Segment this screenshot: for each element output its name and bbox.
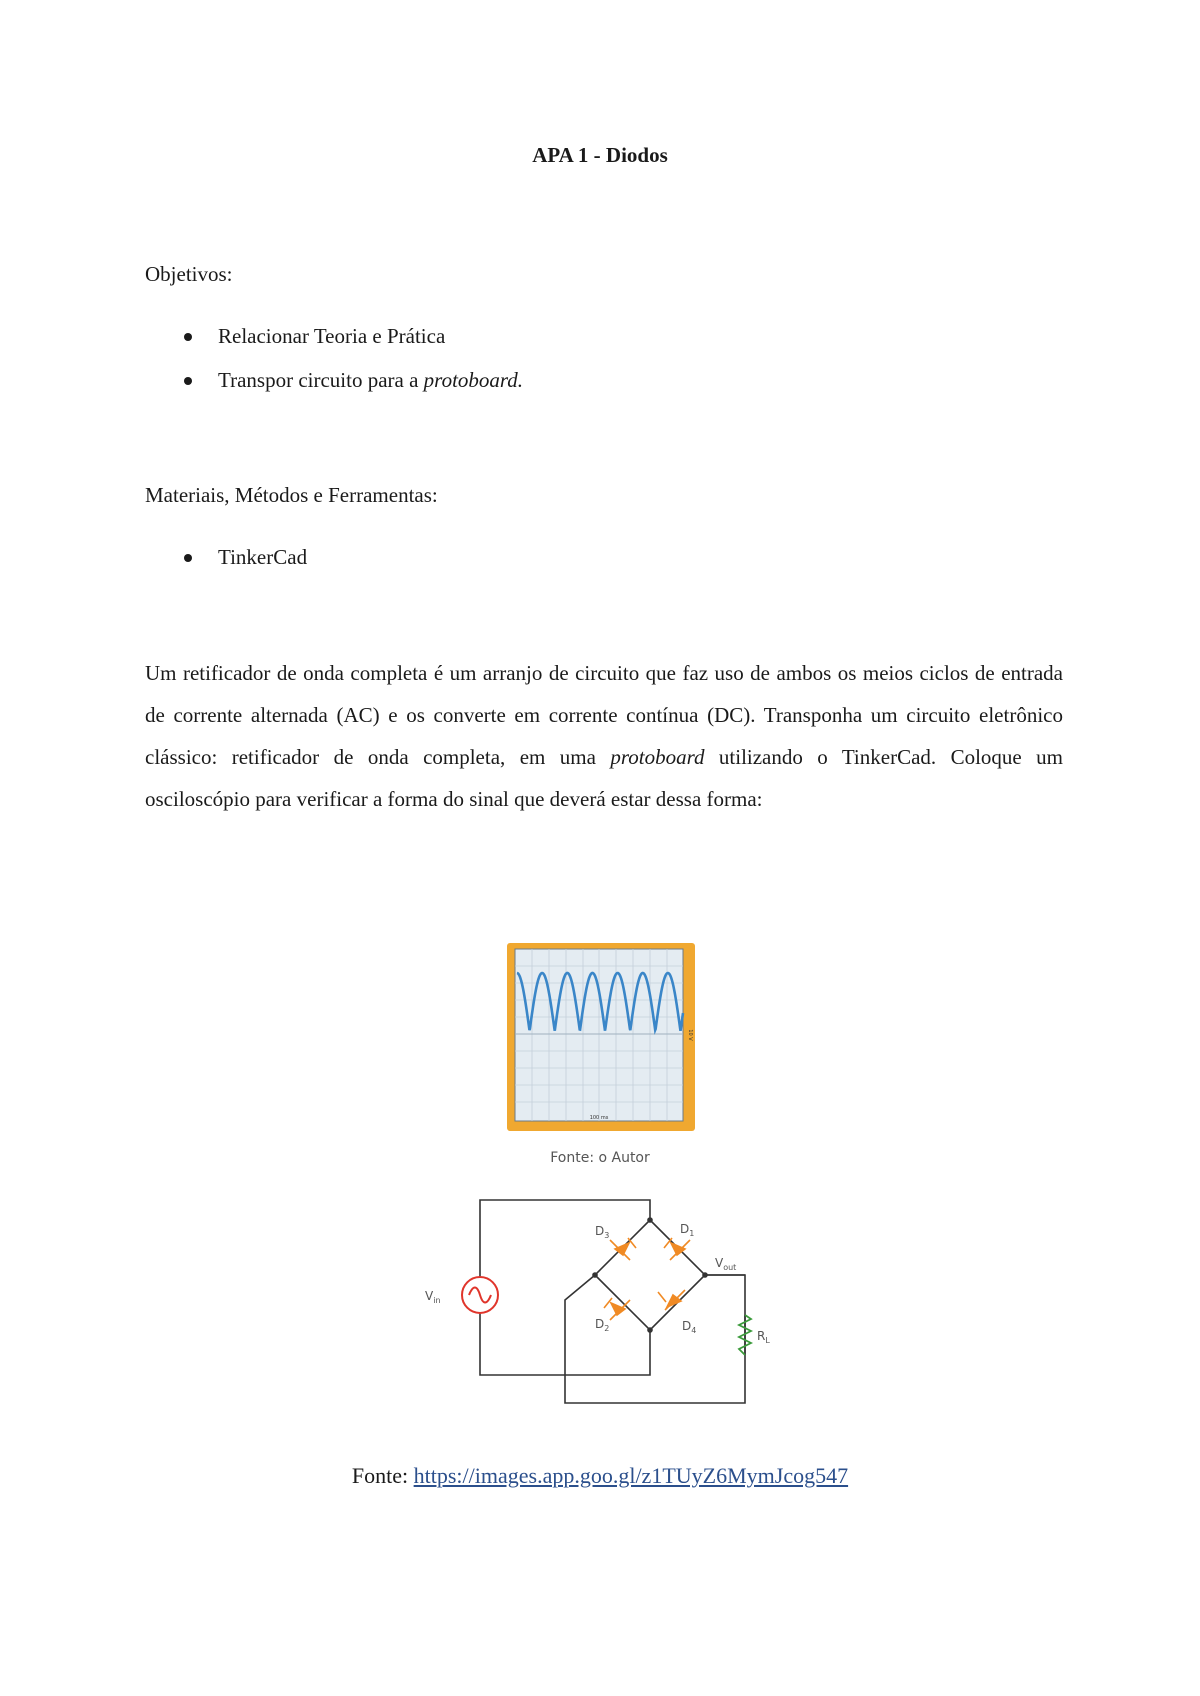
ac-source-icon bbox=[462, 1277, 498, 1313]
svg-text:D1: $D_1$ bbox=[680, 1222, 695, 1238]
oscilloscope-x-label: 100 ms bbox=[589, 1115, 609, 1121]
materials-list bbox=[178, 545, 307, 589]
source-line bbox=[0, 1463, 1200, 1489]
bullet-icon bbox=[184, 333, 192, 341]
page-title: APA 1 - Diodos bbox=[532, 143, 668, 167]
objectives-list bbox=[178, 324, 523, 412]
list-item bbox=[178, 545, 307, 589]
list-item bbox=[178, 324, 523, 368]
diode-d2-icon bbox=[604, 1298, 630, 1320]
source-link[interactable]: https://images.app.goo.gl/z1TUyZ6MymJcog547 bbox=[413, 1463, 849, 1488]
list-item bbox=[178, 368, 523, 412]
list-item-text: TinkerCad bbox=[218, 545, 308, 569]
figure-caption: Fonte: o Autor bbox=[550, 1150, 650, 1166]
body-paragraph: Um retificador de onda completa é um arranjo de circuito que faz uso de ambos os meios ciclos de entrada de corrente alternada (AC) e os converte em corrente contínua (DC). Transponha um circuito eletrônico clássico: retificador de onda completa, em uma protoboard utilizando o TinkerCad. Coloque um osciloscópio para verificar a forma do sinal que deverá estar dessa forma: bbox=[145, 661, 1063, 811]
list-item-text: Transpor circuito para a bbox=[218, 368, 424, 392]
svg-text:Vout: $V_{out}$ bbox=[715, 1256, 737, 1272]
oscilloscope-image bbox=[507, 943, 695, 1131]
svg-text:RL: $R_L$ bbox=[757, 1329, 770, 1345]
bullet-icon bbox=[184, 554, 192, 562]
bridge-rectifier-diagram bbox=[425, 1185, 785, 1405]
svg-text:D2: $D_2$ bbox=[595, 1317, 610, 1333]
oscilloscope-y-label: 10 V bbox=[687, 1029, 693, 1041]
materials-heading: Materiais, Métodos e Ferramentas: bbox=[145, 483, 438, 507]
svg-text:D3: $D_3$ bbox=[595, 1224, 610, 1240]
objectives-heading: Objetivos: bbox=[145, 262, 233, 286]
source-label: Fonte: bbox=[351, 1463, 409, 1488]
diode-d4-icon bbox=[658, 1290, 685, 1310]
bullet-icon bbox=[184, 377, 192, 385]
svg-text:Vin: $V_{in}$ bbox=[425, 1289, 441, 1305]
svg-text:D4: $D_4$ bbox=[682, 1319, 697, 1335]
list-item-text: Relacionar Teoria e Prática bbox=[218, 324, 446, 348]
list-item-italic: protoboard. bbox=[423, 368, 524, 392]
